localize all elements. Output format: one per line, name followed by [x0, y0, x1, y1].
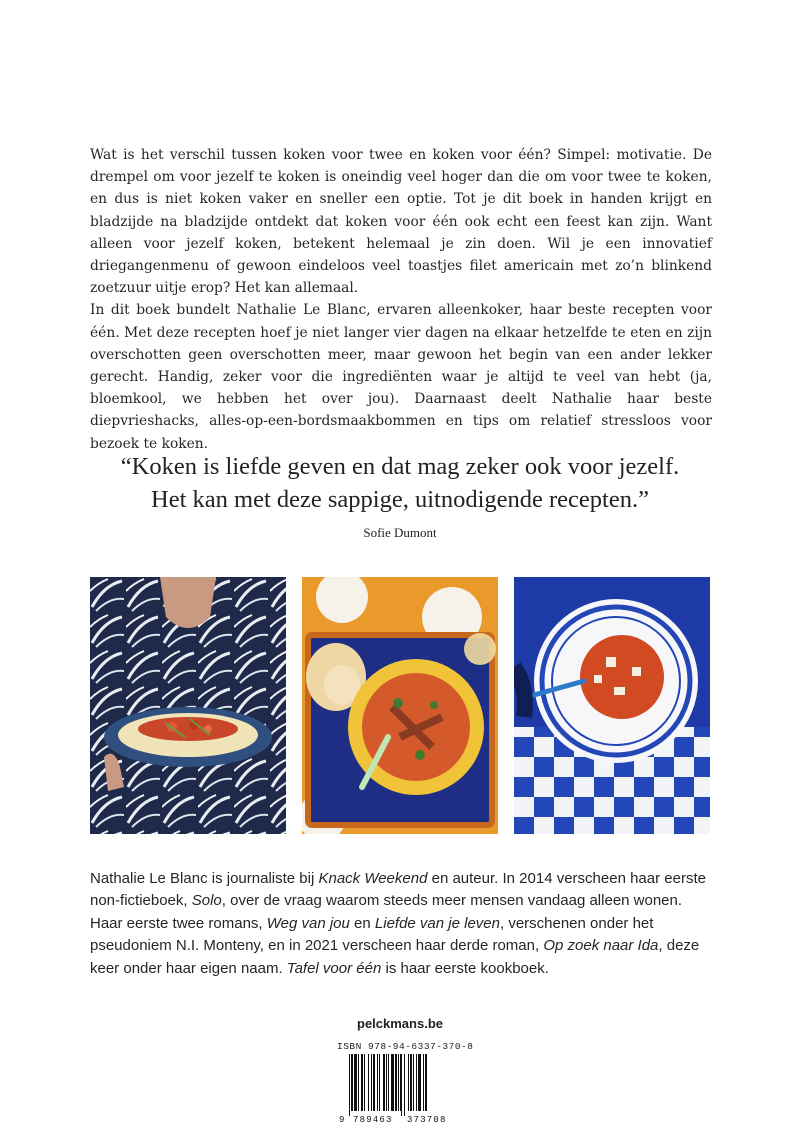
barcode-bar	[398, 1054, 399, 1116]
pasta-plate-photo	[514, 577, 710, 834]
barcode-bar	[368, 1054, 369, 1116]
bio-title-knack: Knack Weekend	[318, 870, 428, 887]
back-cover-blurb	[90, 144, 712, 455]
barcode-bar	[416, 1054, 417, 1116]
barcode-bar	[377, 1054, 378, 1116]
bio-text: , verschenen onder het pseudoniem N.I. Monteny, en in 2021 verscheen haar derde roman,	[90, 914, 654, 955]
barcode-bar	[423, 1054, 424, 1116]
barcode-bar	[391, 1054, 394, 1116]
barcode-bar	[364, 1054, 365, 1116]
barcode-bar	[408, 1054, 409, 1116]
barcode-bar	[404, 1054, 405, 1116]
bio-text: en	[349, 914, 375, 932]
photo-strip	[90, 577, 710, 834]
barcode-bar	[425, 1054, 427, 1116]
barcode-bar	[354, 1054, 357, 1116]
blurb-paragraph-2: In dit boek bundelt Nathalie Le Blanc, ervaren alleenkoker, haar beste recepten voor één. Met deze recepten hoef je niet langer vier dagen na elkaar hetzelfde te eten en zijn overschotten geen overschotten meer, maar gewoon het begin van een ander lekker gerecht. Handig, zeker voor die ingrediënten waar je altijd te veel van hebt (ja, bloemkool, we hebben het over jou). Daarnaast deelt Nathalie haar beste diepvrieshacks, alles-op-een-bordsmaakbommen en tips om relatief stressloos voor bezoek te koken.	[90, 302, 712, 452]
plate-on-tray-photo	[302, 577, 498, 834]
bio-title-ida: Op zoek naar Ida	[543, 937, 659, 955]
bio-title-solo: Solo	[191, 892, 222, 910]
barcode-bar	[361, 1054, 363, 1116]
barcode-bar	[383, 1054, 385, 1116]
bio-text: , deze keer onder haar eigen naam.	[90, 937, 700, 977]
barcode-digits-left: 789463	[353, 1115, 393, 1124]
quote-line-2: Het kan met deze sappige, uitnodigende recepten.”	[151, 486, 649, 513]
quote-line-1: “Koken is liefde geven en dat mag zeker ook voor jezelf.	[120, 453, 680, 480]
bio-text: en auteur. In 2014 verscheen haar eerste non-fictieboek,	[90, 870, 706, 910]
isbn-barcode	[337, 1054, 463, 1124]
blurb-paragraph-1: Wat is het verschil tussen koken voor twee en koken voor één? Simpel: motivatie. De drempel om voor jezelf te koken is oneindig veel hoger dan die om voor twee te koken, en dus is niet koken vaker en sneller een optie. Tot je dit boek in handen krijgt en bladzijde na bladzijde ontdekt dat koken voor één ook echt een feest kan zijn. Want alleen voor jezelf koken, betekent helemaal je zin doen. Wil je een innovatief driegangenmenu of gewoon eindeloos veel toastjes filet americain met zo’n blinkend zoetzuur uitje erop? Het kan allemaal.	[90, 147, 712, 297]
barcode-bar	[395, 1054, 397, 1116]
barcode-bar	[388, 1054, 389, 1116]
barcode-bar	[410, 1054, 412, 1116]
barcode-first-digit: 9	[339, 1115, 345, 1124]
barcode-bar	[351, 1054, 353, 1116]
barcode-bar	[358, 1054, 359, 1116]
person-holding-bowl-photo	[90, 577, 286, 834]
bio-title-weg-van-jou: Weg van jou	[266, 914, 350, 932]
barcode-bar	[373, 1054, 375, 1116]
bio-title-liefde: Liefde van je leven	[374, 914, 500, 932]
bio-text: , over de vraag waarom steeds meer mensen vandaag alleen wonen. Haar eerste twee romans,	[90, 892, 683, 932]
barcode-bar	[400, 1054, 402, 1116]
barcode-bars	[349, 1054, 427, 1116]
barcode-bar	[386, 1054, 387, 1116]
barcode-bar	[371, 1054, 372, 1116]
author-bio	[90, 868, 710, 980]
barcode-bar	[418, 1054, 421, 1116]
publisher-url: pelckmans.be	[357, 1016, 443, 1031]
bio-text: is haar eerste kookboek.	[381, 959, 549, 977]
endorsement-quote	[60, 450, 740, 542]
bio-title-tafel: Tafel voor één	[286, 959, 382, 977]
bio-text: Nathalie Le Blanc is journaliste bij	[90, 870, 319, 887]
barcode-digits-right: 373708	[407, 1115, 447, 1124]
barcode-bar	[379, 1054, 380, 1116]
barcode-bar	[349, 1054, 350, 1116]
barcode-bar	[413, 1054, 414, 1116]
quote-author: Sofie Dumont	[363, 525, 437, 540]
isbn-label: ISBN 978-94-6337-370-8	[337, 1041, 474, 1052]
